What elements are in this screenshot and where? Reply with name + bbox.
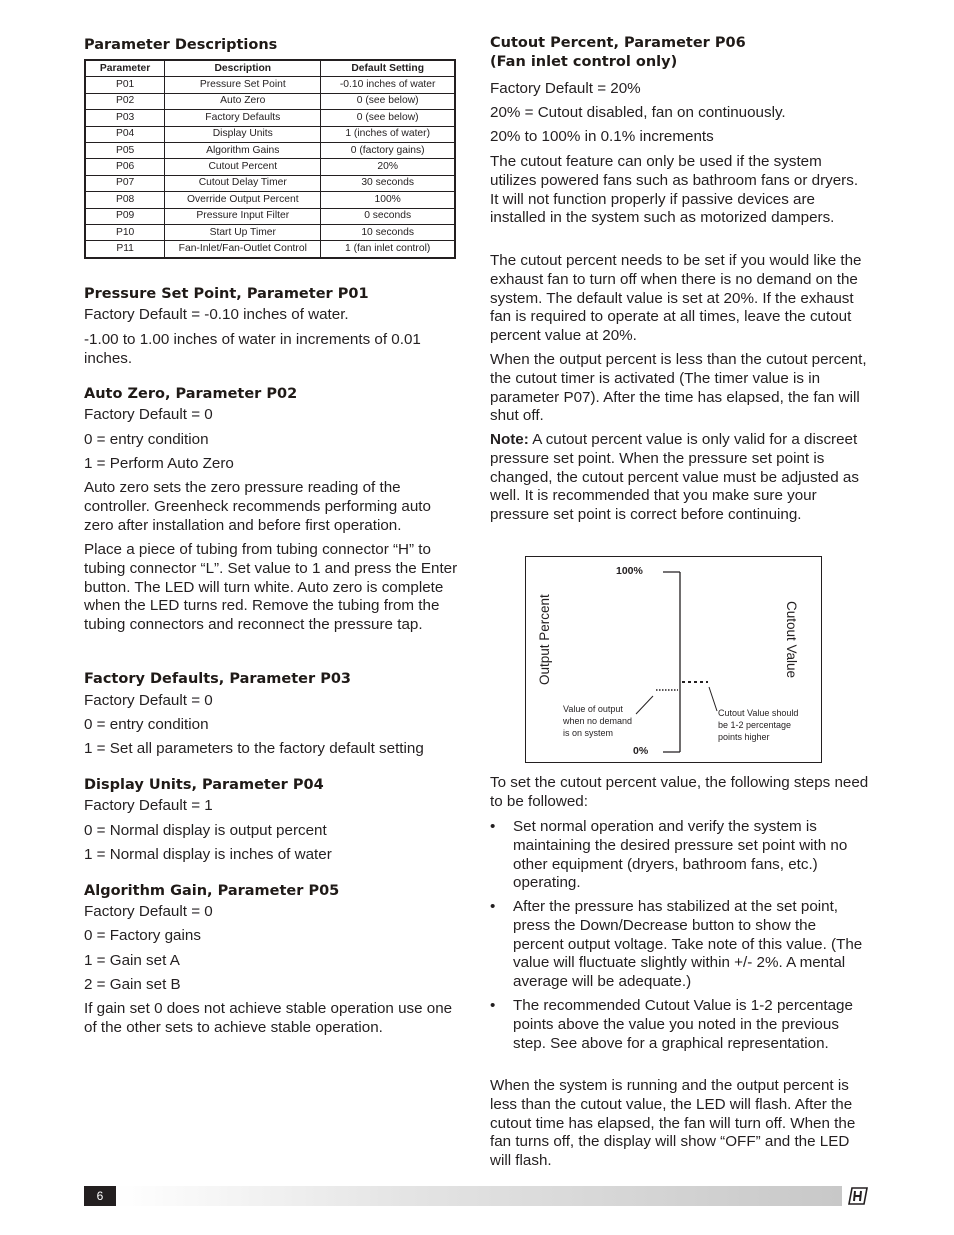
p06-heading-line2: (Fan inlet control only) (490, 54, 678, 70)
table-row (85, 224, 455, 240)
label-100-percent: 100% (616, 565, 643, 577)
table-cell: -0.10 inches of water (321, 77, 455, 93)
table-cell: P09 (85, 208, 165, 224)
table-cell: P08 (85, 192, 165, 208)
table-cell: 0 seconds (321, 208, 455, 224)
table-cell: P11 (85, 241, 165, 258)
p05-heading: Algorithm Gain, Parameter P05 (84, 883, 340, 899)
parameter-descriptions-heading: Parameter Descriptions (84, 37, 278, 53)
output-percent-axis-label: Output Percent (537, 594, 552, 685)
table-row (85, 142, 455, 158)
page-number: 6 (84, 1186, 116, 1206)
bullet-marker: • (490, 818, 496, 835)
table-cell: Pressure Input Filter (165, 208, 321, 224)
p05-description: If gain set 0 does not achieve stable operation use one of the other sets to achieve stable operation. (84, 1000, 453, 1036)
table-row (85, 159, 455, 175)
p02-instructions: Place a piece of tubing from tubing connector “H” to tubing connector “L”. Set value to 1 and press the Enter button. The LED will turn white. Auto zero is complete when the LED turns red. Remove the tubing from the tubing connectors and reconnect the pressure tap. (84, 541, 458, 634)
page-footer (84, 1186, 870, 1206)
p06-para-powered-fans: The cutout feature can only be used if the system utilizes powered fans such as bathroom fans or dryers. It will not function properly if passive devices are installed in the system such as motorized dampers. (490, 153, 859, 227)
list-item-text: Set normal operation and verify the system is maintaining the desired pressure set point with no other equipment (dryers, bathroom fans, etc.) operating. (513, 818, 848, 892)
list-item-text: After the pressure has stabilized at the set point, press the Down/Decrease button to show the percent output voltage. Take note of this value. (The value will fluctuate slightly within +/- 2%. A mental average will be adequate.) (513, 898, 863, 991)
table-cell: P04 (85, 126, 165, 142)
table-cell: P03 (85, 110, 165, 126)
cutout-diagram (525, 556, 822, 763)
table-header-cell: Default Setting (321, 60, 455, 77)
table-cell: 1 (inches of water) (321, 126, 455, 142)
p02-default: Factory Default = 0 (84, 406, 213, 423)
table-cell: Pressure Set Point (165, 77, 321, 93)
closing-paragraph: When the system is running and the output percent is less than the cutout value, the LED will flash. After the cutout time has elapsed, the fan will turn off. When the fan turns off, the display will show “OFF” and the LED will flash. (490, 1077, 856, 1170)
p06-para-timer: When the output percent is less than the cutout percent, the cutout timer is activated (The timer value is in parameter P07). After the time has elapsed, the fan will shut off. (490, 351, 867, 425)
table-row (85, 93, 455, 109)
p01-range: -1.00 to 1.00 inches of water in increments of 0.01 inches. (84, 331, 421, 367)
table-cell: Auto Zero (165, 93, 321, 109)
note-label: Note: (490, 431, 529, 448)
p05-option-1: 1 = Gain set A (84, 952, 180, 969)
p04-heading: Display Units, Parameter P04 (84, 777, 324, 793)
table-cell: 0 (see below) (321, 110, 455, 126)
table-cell: Start Up Timer (165, 224, 321, 240)
table-row (85, 192, 455, 208)
table-cell: 10 seconds (321, 224, 455, 240)
p02-description: Auto zero sets the zero pressure reading of the controller. Greenheck recommends performing auto zero after installation and before first operation. (84, 479, 431, 534)
table-cell: P07 (85, 175, 165, 191)
table-cell: P01 (85, 77, 165, 93)
p06-heading-line1: Cutout Percent, Parameter P06 (490, 35, 746, 51)
annotation-left-line1: Value of output (563, 704, 623, 714)
annotation-right-line2: be 1-2 percentage (718, 720, 792, 730)
list-item-text: The recommended Cutout Value is 1-2 percentage points above the value you noted in the previous step. See above for a graphical representation. (513, 997, 853, 1052)
table-cell: 30 seconds (321, 175, 455, 191)
table-row (85, 77, 455, 93)
p06-default: Factory Default = 20% (490, 80, 641, 97)
table-cell: Factory Defaults (165, 110, 321, 126)
footer-gradient-bar (116, 1186, 842, 1206)
table-cell: 0 (see below) (321, 93, 455, 109)
table-cell: Override Output Percent (165, 192, 321, 208)
annotation-right-line3: points higher (718, 732, 770, 742)
p05-option-0: 0 = Factory gains (84, 927, 201, 944)
table-header-cell: Parameter (85, 60, 165, 77)
cutout-value-axis-label: Cutout Value (784, 601, 799, 679)
p03-default: Factory Default = 0 (84, 692, 213, 709)
p02-option-0: 0 = entry condition (84, 431, 209, 448)
table-row (85, 241, 455, 258)
p04-option-1: 1 = Normal display is inches of water (84, 846, 332, 863)
table-cell: Fan-Inlet/Fan-Outlet Control (165, 241, 321, 258)
note-text: A cutout percent value is only valid for a discreet pressure set point. When the pressure set point is changed, the cutout percent value must be adjusted as well. It is recommended that you make sure your pressure set point is correct before continuing. (490, 431, 859, 524)
p01-default: Factory Default = -0.10 inches of water. (84, 306, 349, 323)
greenheck-logo-icon (846, 1186, 870, 1206)
annotation-right-line1: Cutout Value should (718, 708, 799, 718)
p02-option-1: 1 = Perform Auto Zero (84, 455, 234, 472)
p01-heading: Pressure Set Point, Parameter P01 (84, 286, 369, 302)
p06-range: 20% to 100% in 0.1% increments (490, 128, 714, 145)
table-cell: 100% (321, 192, 455, 208)
p03-option-1: 1 = Set all parameters to the factory default setting (84, 740, 424, 757)
bullet-marker: • (490, 997, 496, 1014)
table-cell: Cutout Delay Timer (165, 175, 321, 191)
table-cell: 20% (321, 159, 455, 175)
parameter-table (84, 59, 456, 259)
table-cell: 1 (fan inlet control) (321, 241, 455, 258)
table-row (85, 110, 455, 126)
p02-heading: Auto Zero, Parameter P02 (84, 386, 298, 402)
table-cell: P10 (85, 224, 165, 240)
table-cell: Display Units (165, 126, 321, 142)
p05-default: Factory Default = 0 (84, 903, 213, 920)
p06-option-disabled: 20% = Cutout disabled, fan on continuously. (490, 104, 786, 121)
table-row (85, 208, 455, 224)
table-header-row (85, 60, 455, 77)
p05-option-2: 2 = Gain set B (84, 976, 181, 993)
steps-intro: To set the cutout percent value, the following steps need to be followed: (490, 774, 869, 810)
label-0-percent: 0% (633, 745, 649, 757)
p03-option-0: 0 = entry condition (84, 716, 209, 733)
annotation-left-line3: is on system (563, 728, 614, 738)
table-cell: Cutout Percent (165, 159, 321, 175)
p04-option-0: 0 = Normal display is output percent (84, 822, 327, 839)
table-cell: P06 (85, 159, 165, 175)
table-header-cell: Description (165, 60, 321, 77)
table-row (85, 175, 455, 191)
table-cell: Algorithm Gains (165, 142, 321, 158)
table-cell: P02 (85, 93, 165, 109)
p06-para-cutout-needs: The cutout percent needs to be set if you would like the exhaust fan to turn off when there is no demand on the system. The default value is set at 20%. If the exhaust fan is required to operate at all times, leave the cutout percent value at 20%. (490, 252, 862, 345)
p04-default: Factory Default = 1 (84, 797, 213, 814)
table-row (85, 126, 455, 142)
bullet-marker: • (490, 898, 496, 915)
annotation-left-line2: when no demand (563, 716, 633, 726)
table-cell: 0 (factory gains) (321, 142, 455, 158)
p03-heading: Factory Defaults, Parameter P03 (84, 671, 352, 687)
table-cell: P05 (85, 142, 165, 158)
p06-note (490, 431, 870, 525)
